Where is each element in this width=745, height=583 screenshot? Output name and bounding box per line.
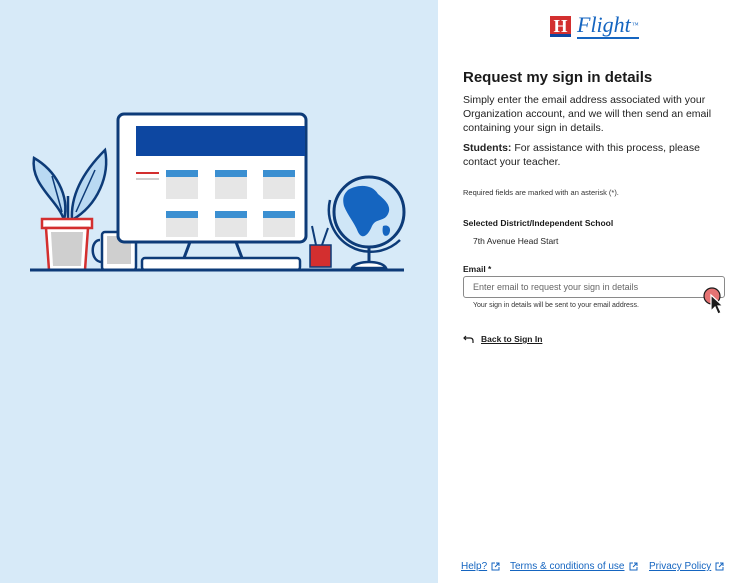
district-label: Selected District/Independent School xyxy=(463,218,614,228)
students-text: For assistance with this process, please contact your teacher. xyxy=(463,142,700,168)
terms-link-label: Terms & conditions of use xyxy=(510,561,625,572)
privacy-policy-link[interactable] xyxy=(649,561,724,572)
email-label: Email * xyxy=(463,264,492,274)
logo-trademark: ™ xyxy=(631,21,639,29)
email-helper-text: Your sign in details will be sent to your email address. xyxy=(473,302,639,309)
district-value: 7th Avenue Head Start xyxy=(473,236,559,246)
plant-pot xyxy=(42,219,92,270)
page-title: Request my sign in details xyxy=(463,69,653,86)
logo-wordmark xyxy=(577,13,639,39)
right-panel xyxy=(438,0,745,583)
email-field[interactable] xyxy=(463,276,725,298)
flight-logo xyxy=(550,13,639,39)
description-text: Simply enter the email address associated with your Organization account, and we will then send an email containing your sign in details. xyxy=(463,94,712,134)
logo-mark: H xyxy=(550,16,571,37)
back-arrow-icon xyxy=(463,334,474,344)
footer xyxy=(438,561,745,575)
external-link-icon xyxy=(715,562,724,571)
plant-icon xyxy=(34,150,107,222)
pencil-cup-icon xyxy=(310,226,331,267)
students-label: Students: xyxy=(463,142,512,154)
monitor-icon xyxy=(118,114,306,270)
back-to-sign-in-link[interactable] xyxy=(463,334,542,344)
students-note xyxy=(463,141,723,169)
pointer-cursor-icon xyxy=(703,287,725,317)
logo-name: Flight xyxy=(577,12,631,37)
help-link[interactable] xyxy=(461,561,500,572)
privacy-link-label: Privacy Policy xyxy=(649,561,712,572)
help-link-label: Help? xyxy=(461,561,488,572)
back-link-label: Back to Sign In xyxy=(481,334,543,344)
external-link-icon xyxy=(491,562,500,571)
required-fields-note: Required fields are marked with an asterisk (*). xyxy=(463,188,619,197)
external-link-icon xyxy=(629,562,638,571)
globe-icon xyxy=(329,177,404,268)
terms-link[interactable] xyxy=(510,561,638,572)
